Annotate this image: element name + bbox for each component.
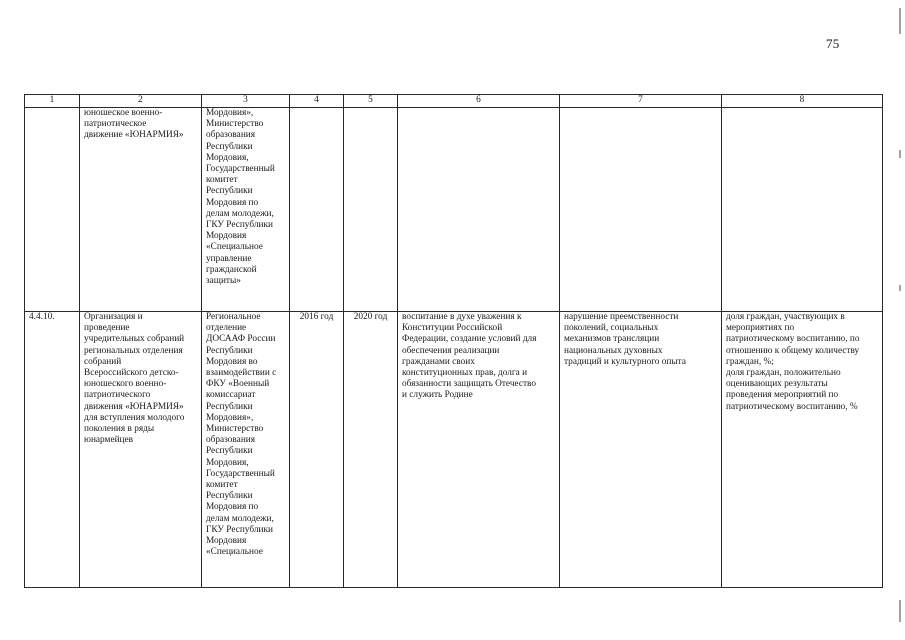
page-number: 75 (826, 36, 840, 51)
scan-edge-mark (899, 600, 901, 622)
cell-consequence (560, 108, 722, 312)
cell-executors: Региональное отделение ДОСААФ России Республики Мордовия во взаимодействии с ФКУ «Военный комиссариат Республики Мордовия», Министерство образования Республики Мордовия, Государственный комитет Республики Мордовия по делам молодежи, ГКУ Республики Мордовия «Специальное (202, 312, 290, 588)
cell-activity-name: юношеское военно- патриотическое движение «ЮНАРМИЯ» (80, 108, 202, 312)
cell-end-year: 2020 год (344, 312, 398, 588)
cell-activity-name: Организация и проведение учредительных собраний региональных отделения собраний Всероссийского детско- юношеского военно- патриотического движения «ЮНАРМИЯ» для вступления молодого поколения в ряды юнармейцев (80, 312, 202, 588)
column-header: 1 (25, 95, 80, 108)
column-header: 3 (202, 95, 290, 108)
table-header-row (25, 95, 883, 108)
cell-start-year (290, 108, 344, 312)
column-header: 6 (398, 95, 560, 108)
column-header: 5 (344, 95, 398, 108)
scan-edge-mark (899, 8, 901, 34)
cell-executors: Мордовия», Министерство образования Республики Мордовия, Государственный комитет Республики Мордовия по делам молодежи, ГКУ Республики Мордовия «Специальное управление гражданской защиты» (202, 108, 290, 312)
program-activities-table (24, 94, 883, 588)
cell-end-year (344, 108, 398, 312)
column-header: 7 (560, 95, 722, 108)
table-row (25, 108, 883, 312)
cell-consequence: нарушение преемственности поколений, социальных механизмов трансляции национальных духовных традиций и культурного опыта (560, 312, 722, 588)
column-header: 8 (722, 95, 883, 108)
scan-edge-mark (899, 285, 901, 291)
scan-edge-mark (899, 150, 901, 158)
cell-indicator: доля граждан, участвующих в мероприятиях по патриотическому воспитанию, по отношению к общему количеству граждан, %; доля граждан, положительно оценивающих результаты проведения мероприятий по патриотическому воспитанию, % (722, 312, 883, 588)
column-header: 2 (80, 95, 202, 108)
cell-id (25, 108, 80, 312)
cell-start-year: 2016 год (290, 312, 344, 588)
table-row (25, 312, 883, 588)
column-header: 4 (290, 95, 344, 108)
cell-id: 4.4.10. (25, 312, 80, 588)
cell-expected-result: воспитание в духе уважения к Конституции Российской Федерации, создание условий для обеспечения реализации гражданами своих конституционных прав, долга и обязанности защищать Отечество и служить Родине (398, 312, 560, 588)
cell-expected-result (398, 108, 560, 312)
cell-indicator (722, 108, 883, 312)
